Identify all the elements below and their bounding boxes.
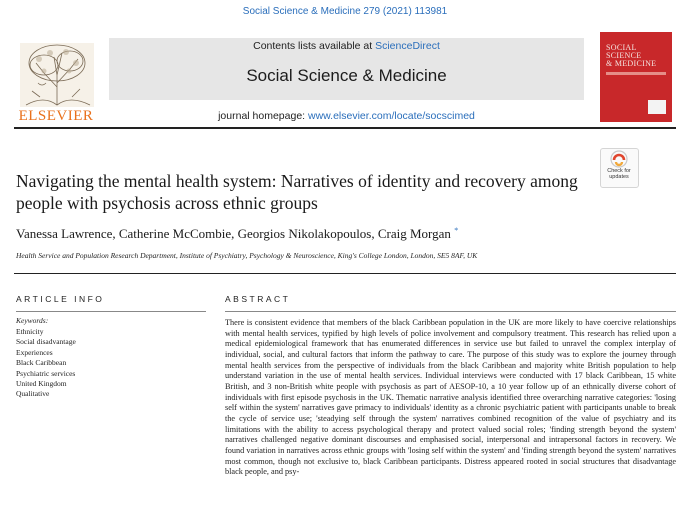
affiliation: Health Service and Population Research Department, Institute of Psychiatry, Psychology & Neuroscience, King's College London, London, SE5 8AF, UK [16,251,478,260]
authors-text: Vanessa Lawrence, Catherine McCombie, Georgios Nikolakopoulos, Craig Morgan [16,226,451,241]
keyword-list [16,327,76,400]
keyword-item: Qualitative [16,389,50,399]
homepage-line [109,110,584,122]
elsevier-tree-logo [14,39,100,119]
author-list [16,226,616,242]
cover-title [606,44,668,68]
homepage-prefix: journal homepage: [218,110,308,122]
check-for-updates-label [600,168,638,180]
keyword-item: Experiences [16,347,53,357]
cover-title-line-2: SCIENCE [606,51,642,60]
section-rule [14,273,676,274]
cover-title-line-1: SOCIAL [606,43,637,52]
article-title: Navigating the mental health system: Narratives of identity and recovery among people with psychosis across ethnic groups [16,171,578,213]
article-info-heading: ARTICLE INFO [16,294,105,304]
article-info-rule [16,311,206,312]
keyword-item: Social disadvantage [16,337,76,347]
elsevier-wordmark: ELSEVIER [18,108,94,124]
corresponding-author-mark[interactable]: * [454,226,459,235]
cover-title-line-3: & MEDICINE [606,59,657,68]
abstract-rule [225,311,676,312]
keyword-item: United Kingdom [16,379,67,389]
check-updates-line-2: updates [609,174,629,180]
check-updates-line-1: Check for [607,168,631,174]
keyword-item: Psychiatric services [16,368,76,378]
contents-line [109,40,584,52]
header-rule [14,127,676,129]
journal-name: Social Science & Medicine [246,66,447,85]
keyword-item: Black Caribbean [16,358,67,368]
contents-prefix: Contents lists available at [253,40,376,52]
abstract-heading: ABSTRACT [225,294,291,304]
cover-badge [648,100,666,114]
journal-citation: Social Science & Medicine 279 (2021) 113981 [242,6,448,17]
crossmark-icon [610,150,628,168]
sciencedirect-link[interactable]: ScienceDirect [375,40,440,52]
keywords-label: Keywords: [16,316,49,325]
journal-homepage-link[interactable]: www.elsevier.com/locate/socscimed [308,110,475,122]
abstract-text: There is consistent evidence that members of the black Caribbean population in the UK are more likely to have coercive relationships with mental health services, typified by high levels of police involvement and compulsory treatment. This research has relied upon a medical epidemiological framework that has enumerated differences in service use but failed to unravel the complex interplay of individual, social, and cultural factors that inform the pathway to care. The purpose of this study was to explore the journey through mental health services from the perspective of individuals from the black Caribbean and majority white British population to help understand variation in the use of mental health services. Individual interviews were conducted with 17 black Caribbean, 15 white British, and 3 non-British white people with psychosis as part of AESOP-10, a 10 year follow up of an ethnically diverse cohort of individuals with first episode psychosis in the UK. Thematic narrative analysis identified three overarching narrative categories: 'losing self within the system' narratives gave primacy to individuals' identity as a chronic psychiatric patient with participants unable to break the cycle of service use; 'steadying self through the system' narratives combined recognition of the value of psychiatry and its limitations with the ability to access psychological therapy and protect valued social roles; 'finding strength beyond the system' narratives challenged negative dominant discourses and emphasised social, interpersonal and intrapersonal factors in recovery. We found variation in narratives across ethnic groups with 'losing self within the system' and 'finding strength beyond the system' narratives most common, though not exclusive to, black Caribbean participants. Distress appeared rooted in social structures that disadvantage black people, and psy- [225,318,676,477]
keyword-item: Ethnicity [16,327,44,336]
cover-stripe [606,72,666,75]
